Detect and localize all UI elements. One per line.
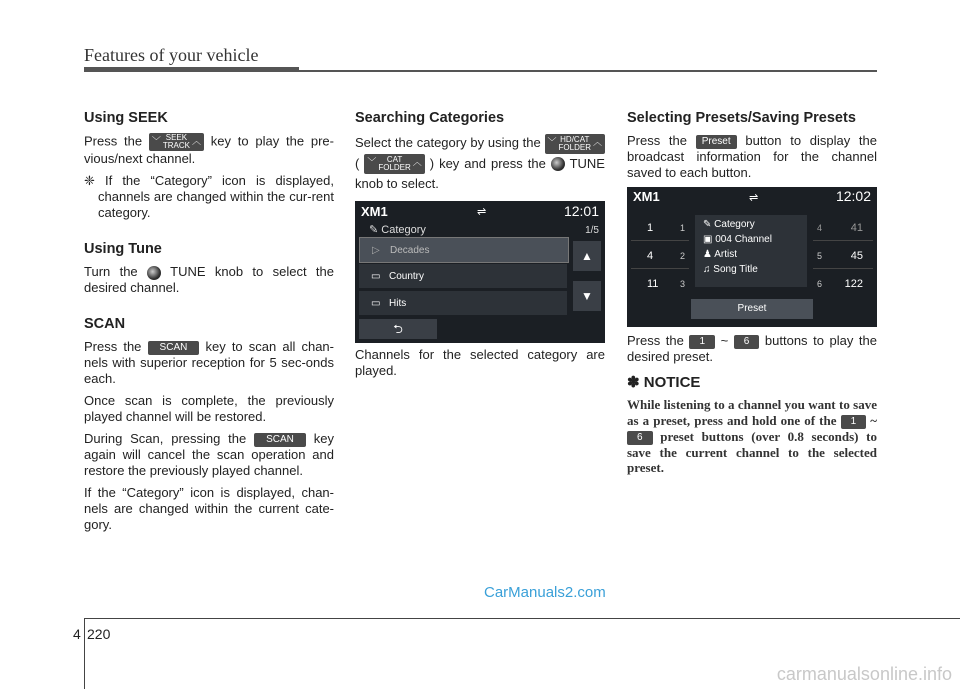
presets-paragraph: Press the Preset button to display the broadcast information for the channel saved to each button. [627,133,877,180]
category-item[interactable]: ▷ Decades [359,237,569,263]
preset-left-list [631,213,689,295]
preset-slot[interactable]: 11 3 [647,278,685,290]
preset-slot[interactable]: 4 2 [631,241,689,269]
scan-button: SCAN [148,341,200,355]
section-number: 4 [73,626,81,642]
categories-heading: Searching Categories [355,110,505,126]
song-info: ♫ Song Title [703,264,758,275]
page-number: 220 [87,626,111,642]
channel-info-panel [695,215,807,287]
preset-slot[interactable]: 1 1 [631,213,689,241]
seek-track-button: ﹀ SEEK TRACK ︿ [149,133,204,151]
play-icon: ▷ [372,245,380,257]
scan-paragraph-3: During Scan, pressing the SCAN key again will cancel the scan operation and restore the previously played channel. [84,431,334,478]
seek-paragraph: Press the ﹀ SEEK TRACK ︿ key to play the pre-vious/next channel. [84,133,334,166]
preset-screen [627,187,877,327]
back-button[interactable]: ⮌ [359,319,437,339]
screen-clock: 12:02 [835,188,871,204]
scan-paragraph-2: Once scan is complete, the previously played channel will be restored. [84,393,334,424]
watermark-link[interactable]: CarManuals2.com [484,584,606,601]
preset-slot[interactable]: 6 122 [817,278,863,290]
artist-info: ♟ Artist [703,249,737,260]
page-indicator: 1/5 [585,225,599,237]
header-bar [84,67,299,72]
preset-slot[interactable]: 4 41 [813,213,873,241]
presets-paragraph-2: Press the 1 ~ 6 buttons to play the desired preset. [627,333,878,364]
footer-rule [84,618,960,619]
preset-6-button: 6 [734,335,760,349]
scan-paragraph-1: Press the SCAN key to scan all chan-nels with superior reception for 5 sec-onds each. [84,339,334,386]
categories-after: Channels for the selected category are played. [355,347,605,379]
scan-heading: SCAN [84,316,126,332]
screen-source: XM1 [361,204,388,220]
presets-heading: Selecting Presets/Saving Presets [627,110,856,126]
usb-icon: ⇌ [477,206,487,219]
preset-1-button: 1 [689,335,715,349]
column-middle [355,110,605,385]
category-item[interactable]: ▭ Hits [359,291,567,315]
category-header: ✎ Category [369,224,426,237]
preset-button: Preset [696,135,737,149]
tune-heading: Using Tune [84,241,162,257]
notice-body: While listening to a channel you want to save as a preset, press and hold one of the 1 ~ 6 preset buttons (over 0.8 seconds) to save the current channel to the selected preset. [627,397,878,476]
folder-icon: ▭ [371,298,381,310]
scroll-up-button[interactable]: ▲ [573,241,601,271]
tune-knob-icon [147,266,161,280]
tune-paragraph: Turn the TUNE knob to select the desired channel. [84,264,334,295]
footer-divider [84,618,85,689]
scroll-down-button[interactable]: ▼ [573,281,601,311]
column-right [627,110,877,476]
preset-slot[interactable]: 5 45 [813,241,873,269]
category-item[interactable]: ▭ Country [359,264,567,288]
seek-heading: Using SEEK [84,110,168,126]
notice-title: ✽ NOTICE [627,374,701,391]
preset-1-button: 1 [841,415,867,429]
column-left [84,110,334,539]
hd-cat-folder-button: ﹀ HD/CAT FOLDER ︿ [545,134,605,154]
scan-paragraph-4: If the “Category” icon is displayed, chan-nels are changed within the current cate-gory. [84,485,334,532]
category-screen [355,201,605,343]
screen-source: XM1 [633,189,660,204]
screen-clock: 12:01 [563,203,599,220]
preset-right-list [813,213,873,295]
preset-6-button: 6 [627,431,653,445]
screen-preset-button[interactable]: Preset [691,299,813,319]
header-rule [299,70,877,72]
cat-folder-button: ﹀ CAT FOLDER ︿ [364,154,424,174]
category-info: ✎ Category [703,219,755,230]
folder-icon: ▭ [371,271,381,283]
scan-button: SCAN [254,433,306,447]
channel-info: ▣ 004 Channel [703,234,772,245]
categories-paragraph: Select the category by using the ﹀ HD/CAT FOLDER ︿ ( ﹀ CAT FOLDER ︿ ) key and press the TUNE knob to select. [355,134,605,192]
seek-note: ❈ If the “Category” icon is displayed, channels are changed within the cur-rent category. [84,173,334,220]
usb-icon: ⇌ [749,192,759,204]
tune-knob-icon [551,157,565,171]
watermark-footer: carmanualsonline.info [776,664,952,684]
header-title: Features of your vehicle [84,45,259,65]
